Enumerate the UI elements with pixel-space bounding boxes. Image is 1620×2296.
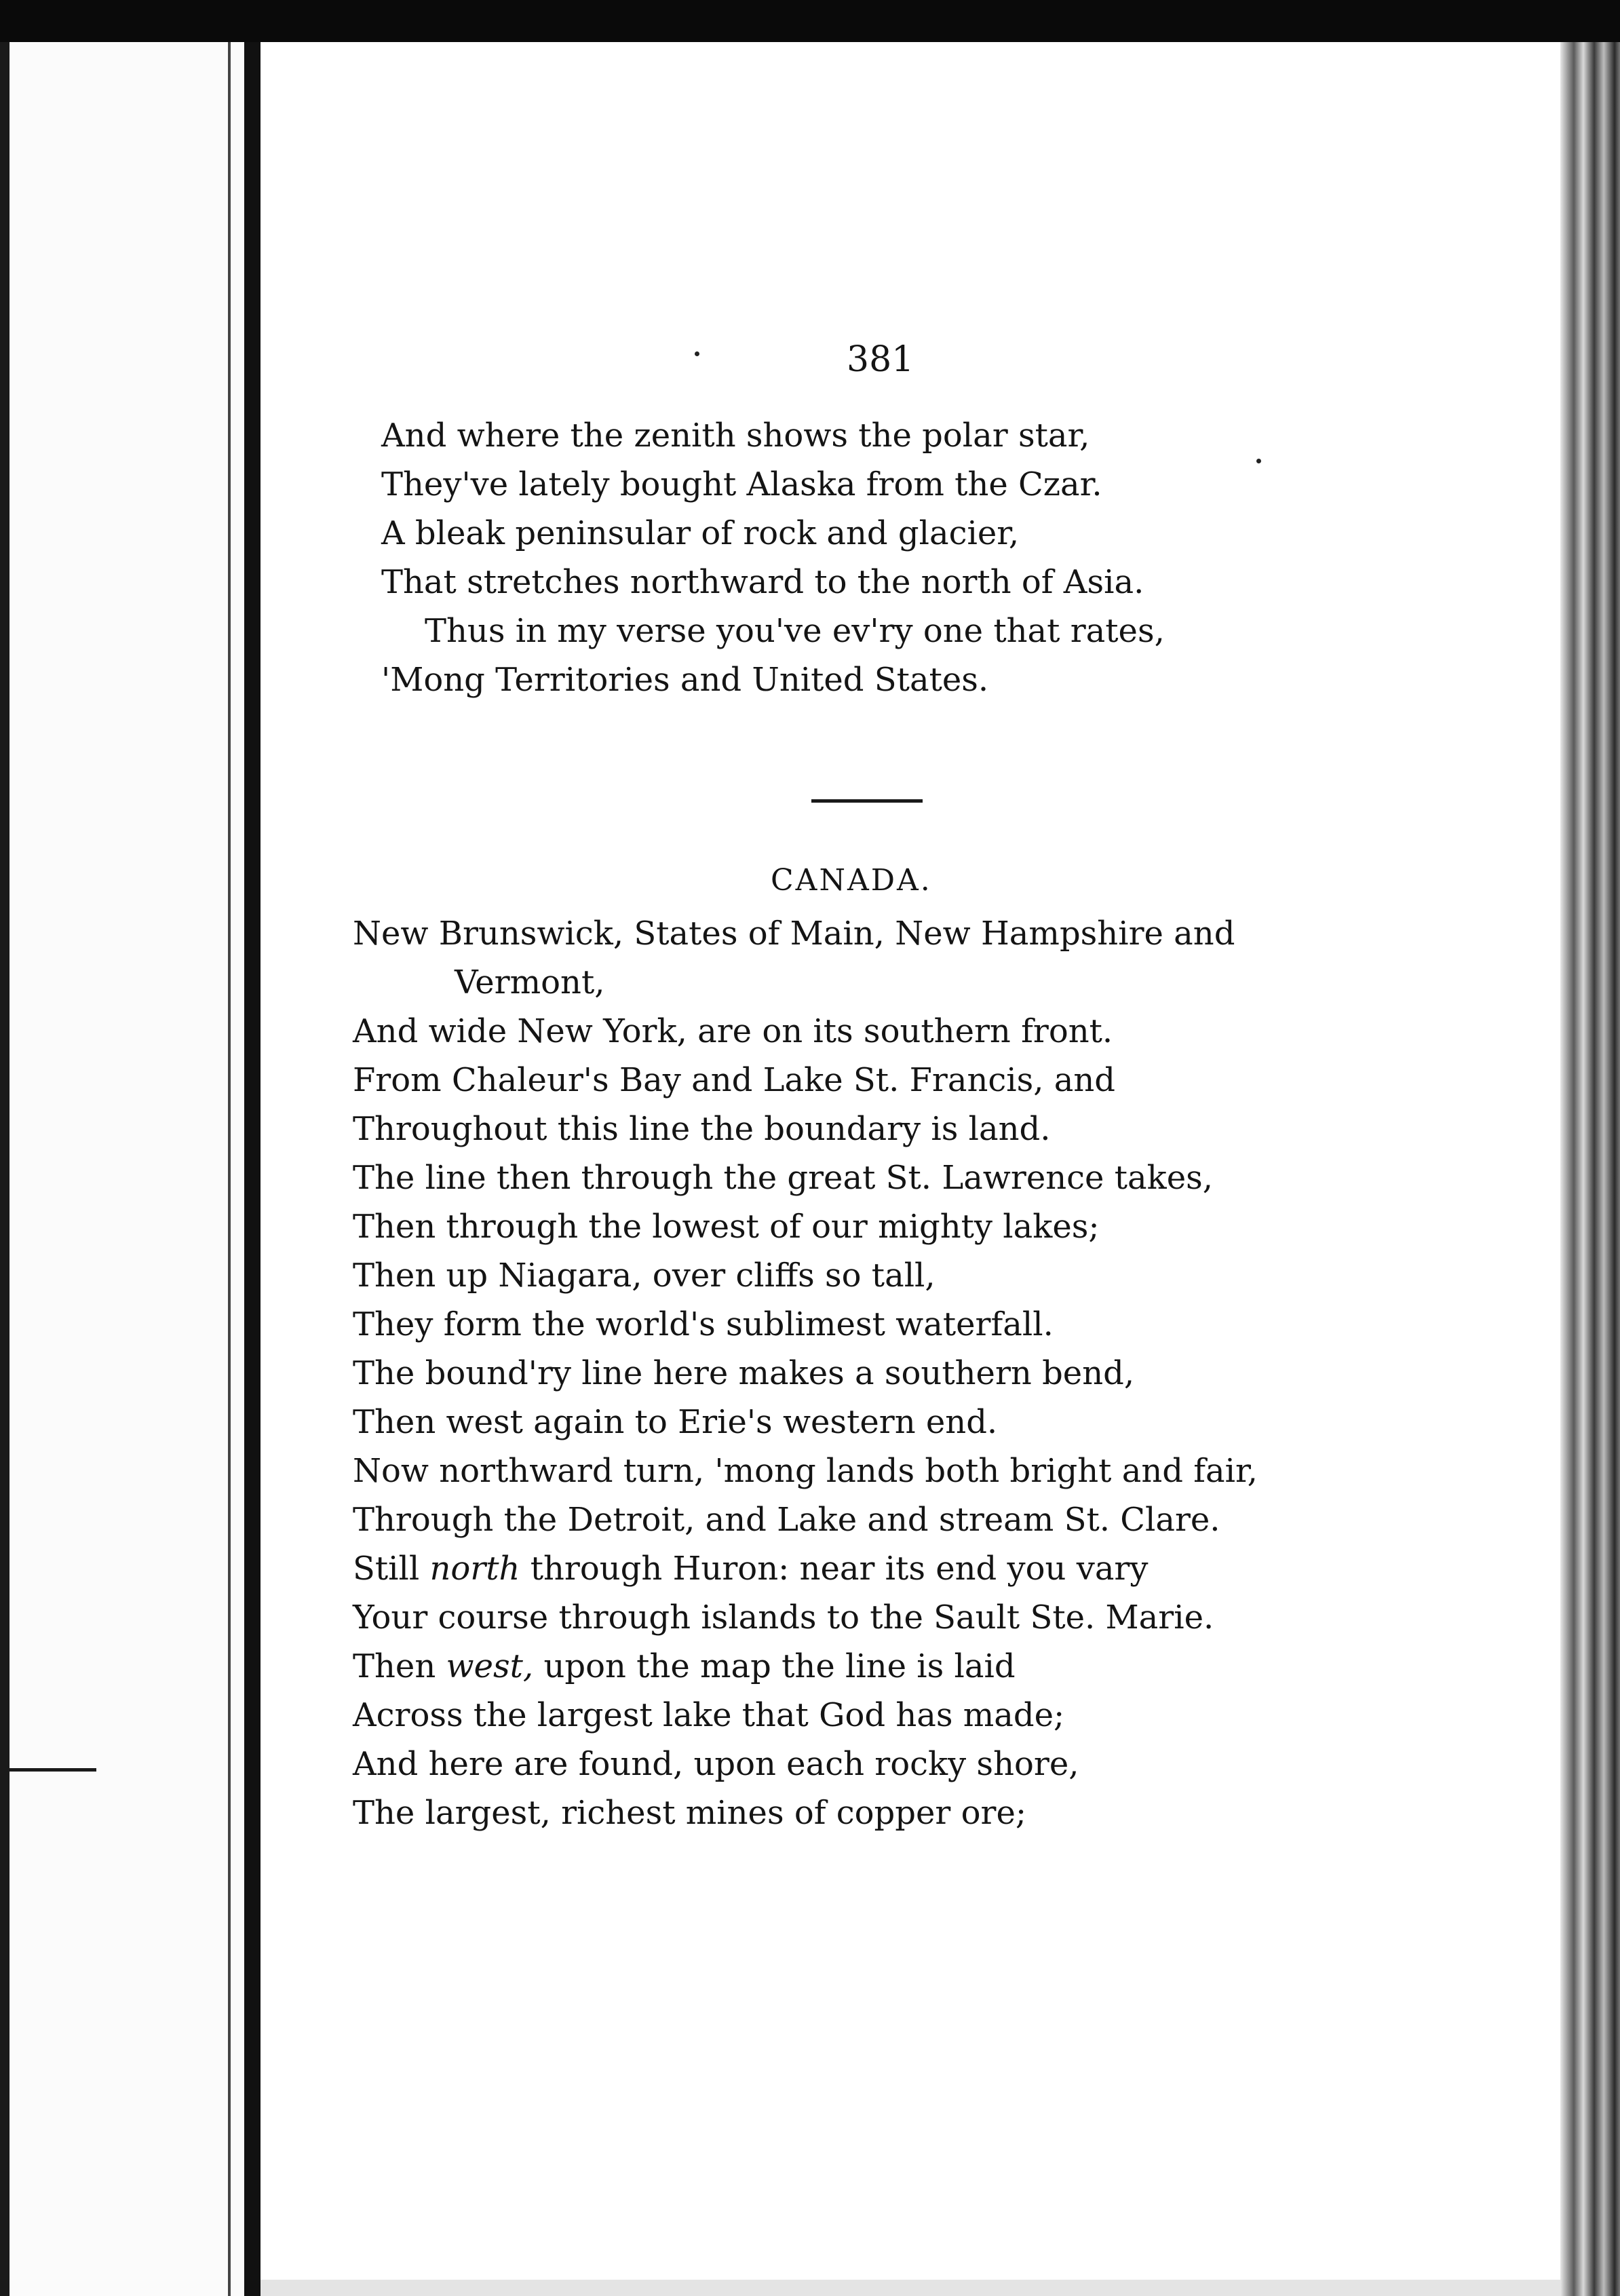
scan-top-border [0, 0, 1620, 42]
verse-text: through Huron: near its end you vary [520, 1550, 1149, 1588]
speck [1256, 459, 1261, 463]
verse-line: They've lately bought Alaska from the Czar. [381, 465, 1102, 503]
verse-line-still-north [353, 1544, 1258, 1593]
verse-line: Then through the lowest of our mighty lakes; [353, 1208, 1100, 1246]
verse-line: The largest, richest mines of copper ore; [353, 1794, 1027, 1832]
verse-line-then-west [353, 1642, 1258, 1691]
verse-line: That stretches northward to the north of Asia. [381, 563, 1144, 601]
page-stack-edge [1560, 42, 1620, 2296]
facing-page [0, 42, 244, 2296]
speck [695, 351, 699, 356]
verse-line: And where the zenith shows the polar star, [381, 417, 1090, 455]
verse-line: Then west again to Erie's western end. [353, 1403, 998, 1441]
verse-line: Through the Detroit, and Lake and stream St. Clare. [353, 1501, 1220, 1539]
verse-line: New Brunswick, States of Main, New Hampshire and [353, 915, 1235, 953]
verse-line: Throughout this line the boundary is land. [353, 1110, 1051, 1148]
stanza-alaska [381, 411, 1165, 704]
facing-page-rule [0, 1768, 96, 1772]
verse-line: And here are found, upon each rocky shore, [353, 1745, 1079, 1783]
verse-text: upon the map the line is laid [533, 1647, 1016, 1685]
verse-text: Then [353, 1647, 446, 1685]
verse-text: Still [353, 1550, 430, 1588]
verse-line: Thus in my verse you've ev'ry one that rates, [425, 612, 1165, 650]
section-divider [811, 799, 923, 803]
stanza-canada [353, 909, 1258, 1837]
book-gutter [244, 42, 261, 2296]
verse-line: And wide New York, are on its southern front. [353, 1012, 1113, 1050]
verse-line-continuation: Vermont, [455, 963, 605, 1001]
verse-line: 'Mong Territories and United States. [381, 661, 989, 699]
emphasis-north: north [429, 1550, 520, 1588]
section-title: CANADA. [771, 863, 932, 898]
gutter-shadow [228, 42, 231, 2296]
verse-line: Across the largest lake that God has made; [353, 1696, 1065, 1734]
verse-line: They form the world's sublimest waterfall. [353, 1305, 1054, 1343]
verse-line: Now northward turn, 'mong lands both bright and fair, [353, 1452, 1258, 1490]
verse-line: From Chaleur's Bay and Lake St. Francis, and [353, 1061, 1116, 1099]
verse-line: The line then through the great St. Lawrence takes, [353, 1159, 1213, 1197]
verse-line: The bound'ry line here makes a southern bend, [353, 1354, 1135, 1392]
page-number: 381 [847, 339, 914, 380]
verse-line: Then up Niagara, over cliffs so tall, [353, 1257, 936, 1295]
facing-page-edge [0, 42, 9, 2296]
emphasis-west: west, [446, 1647, 534, 1685]
scan-bottom-edge [261, 2280, 1560, 2296]
verse-line: A bleak peninsular of rock and glacier, [381, 514, 1020, 552]
verse-line: Your course through islands to the Sault Ste. Marie. [353, 1599, 1214, 1637]
